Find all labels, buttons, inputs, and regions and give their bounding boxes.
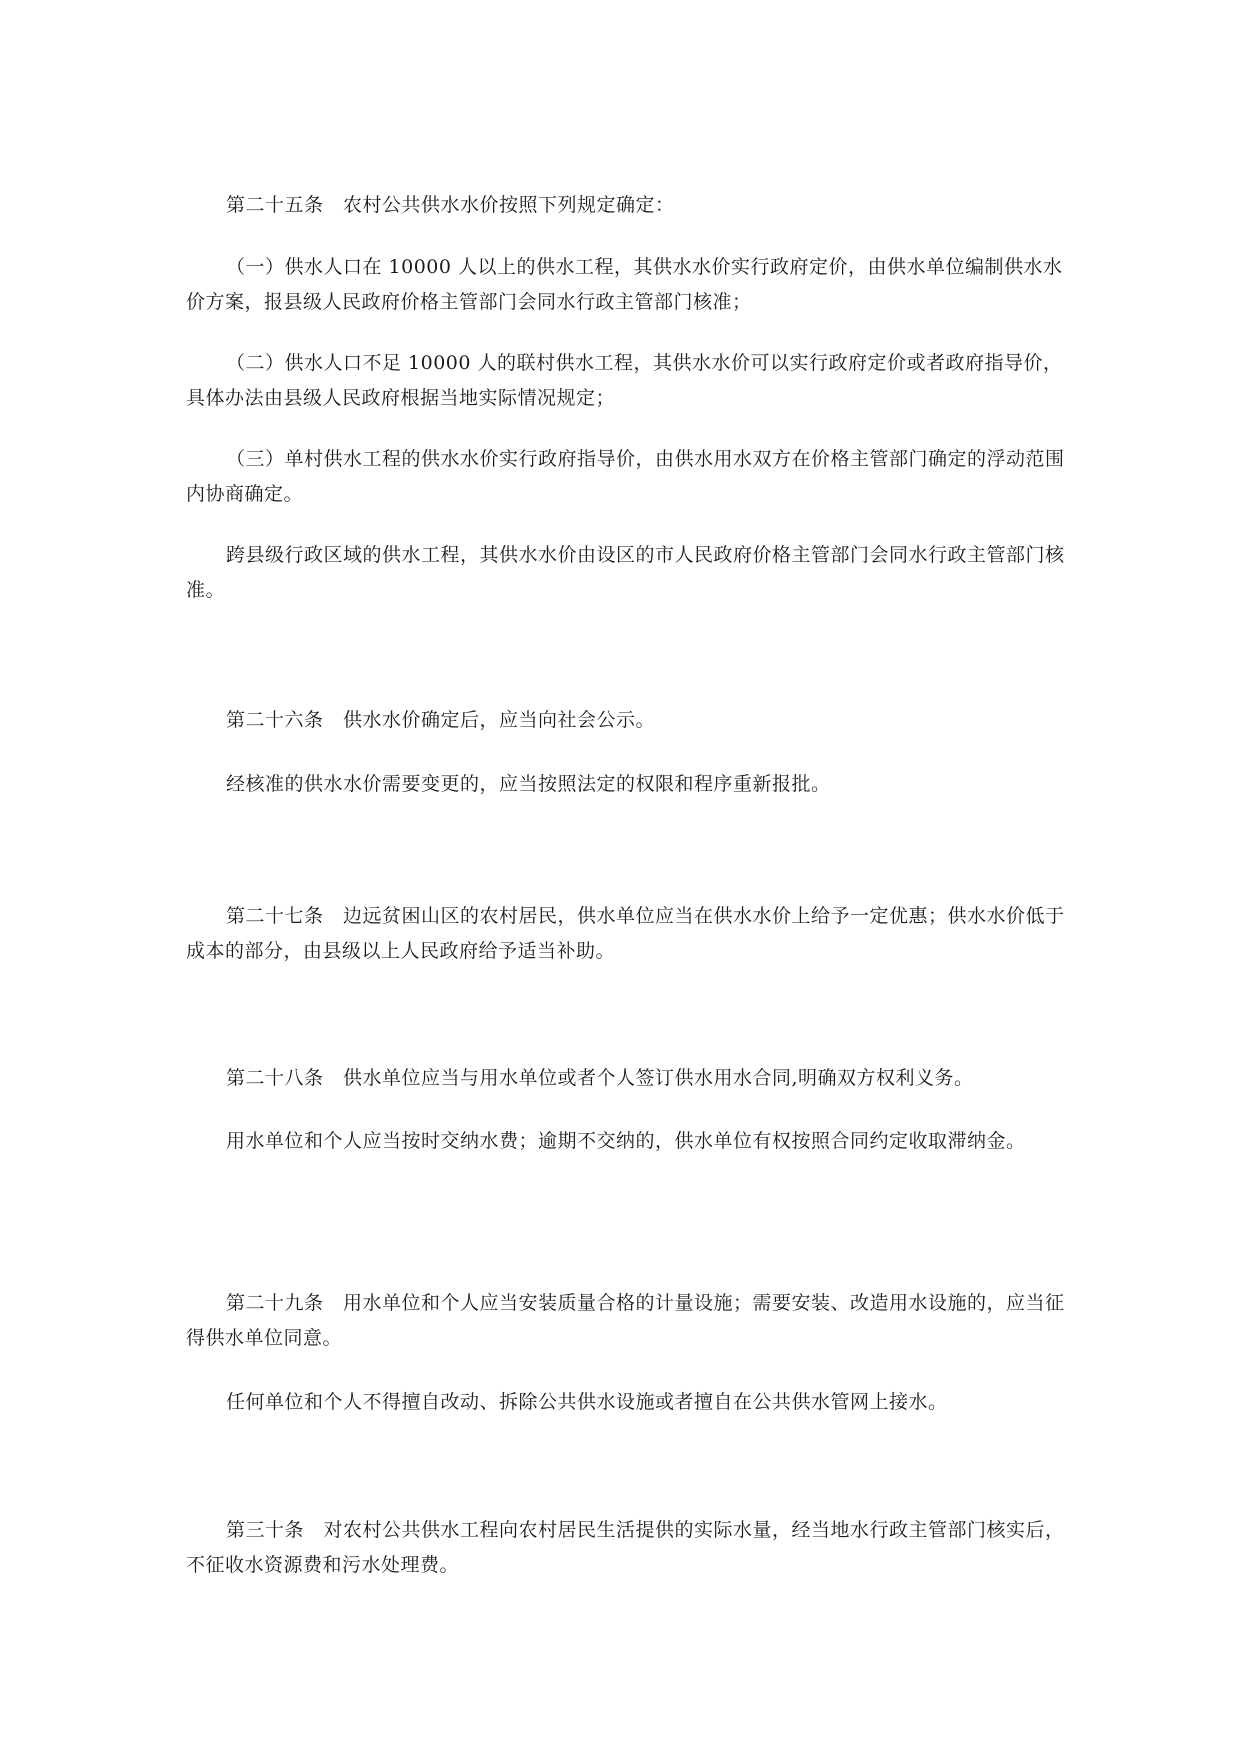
article-25-item-2: （二）供水人口不足 10000 人的联村供水工程，其供水水价可以实行政府定价或者政府指导价，具体办法由县级人民政府根据当地实际情况规定；: [186, 352, 1063, 409]
article-30-text: 第三十条 对农村公共供水工程向农村居民生活提供的实际水量，经当地水行政主管部门核实后，不征收水资源费和污水处理费。: [186, 1519, 1065, 1576]
article-28-heading: 第二十八条 供水单位应当与用水单位或者个人签订供水用水合同,明确双方权利义务。: [226, 1067, 974, 1089]
article-29-prohibition: 任何单位和个人不得擅自改动、拆除公共供水设施或者擅自在公共供水管网上接水。: [226, 1391, 948, 1413]
article-28-fees: 用水单位和个人应当按时交纳水费；逾期不交纳的，供水单位有权按照合同约定收取滞纳金。: [226, 1130, 1026, 1152]
article-27-text: 第二十七条 边远贫困山区的农村居民，供水单位应当在供水水价上给予一定优惠；供水水价低于成本的部分，由县级以上人民政府给予适当补助。: [186, 905, 1065, 962]
article-26-change: 经核准的供水水价需要变更的，应当按照法定的权限和程序重新报批。: [226, 773, 831, 795]
article-29-heading: 第二十九条 用水单位和个人应当安装质量合格的计量设施；需要安装、改造用水设施的，应当征得供水单位同意。: [186, 1292, 1065, 1349]
article-25-heading: 第二十五条 农村公共供水水价按照下列规定确定：: [226, 194, 675, 216]
article-26-heading: 第二十六条 供水水价确定后，应当向社会公示。: [226, 709, 656, 731]
article-25-cross-county: 跨县级行政区域的供水工程，其供水水价由设区的市人民政府价格主管部门会同水行政主管部门核准。: [186, 544, 1065, 601]
article-25-item-3: （三）单村供水工程的供水水价实行政府指导价，由供水用水双方在价格主管部门确定的浮动范围内协商确定。: [186, 448, 1065, 505]
article-25-item-1: （一）供水人口在 10000 人以上的供水工程，其供水水价实行政府定价，由供水单位编制供水水价方案，报县级人民政府价格主管部门会同水行政主管部门核准；: [186, 256, 1063, 313]
